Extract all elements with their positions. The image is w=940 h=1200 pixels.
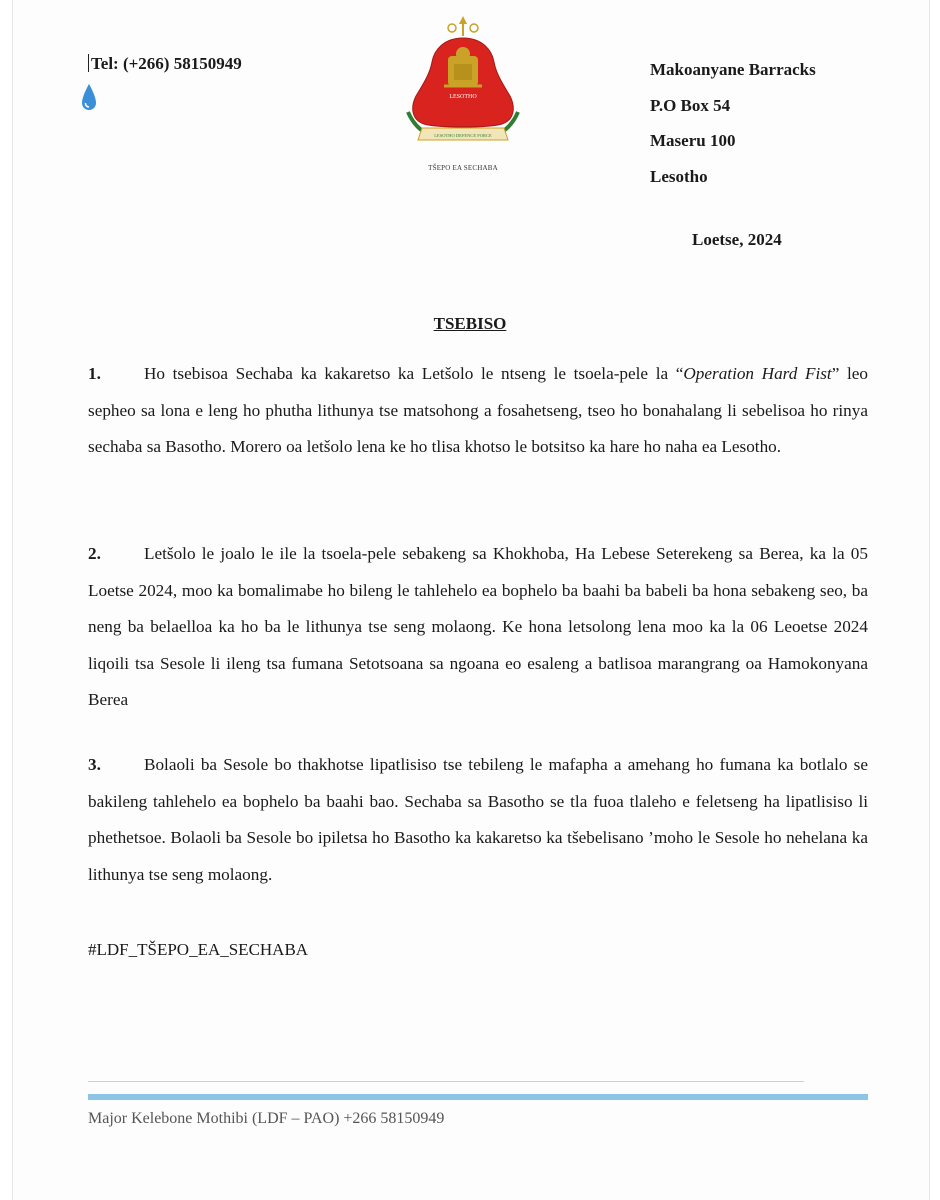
hashtag: #LDF_TŠEPO_EA_SECHABA [88,940,309,959]
footer-divider-thin [88,1081,804,1082]
document-title: TSEBISO [433,314,507,333]
crest-motto: TŠEPO EA SECHABA [428,164,498,172]
footer-divider-blue [88,1094,868,1100]
paragraph-number: 3. [88,755,101,774]
water-drop-icon [80,82,98,116]
paragraph-2: 2. Letšolo le joalo le ile la tsoela-pele sebakeng sa Khokhoba, Ha Lebese Seterekeng sa Berea, ka la 05 Loetse 2024, moo ka bomalimabe ho bileng le tahlehelo ea bophelo ba baahi ba babeli ba hona sebakeng seo, ba neng ba belaelloa ka ho ba le lithunya tse seng molaong. Ke hona letsolong lena moo ka la 06 Leoetse 2024 liqoili tsa Sesole li ileng tsa fumana Setotsoana sa ngoana eo esaleng a batlisoa marangrang oa Hamokonyana Berea [88,536,868,719]
text-cursor [88,54,89,72]
address-block [650,52,816,194]
address-line: Lesotho [650,166,708,186]
lesotho-defence-force-crest [404,16,522,156]
document-date: Loetse, 2024 [692,230,782,249]
address-line: Makoanyane Barracks [650,60,816,79]
svg-text:LESOTHO DEFENCE FORCE: LESOTHO DEFENCE FORCE [434,133,492,138]
telephone-text: Tel: (+266) 58150949 [91,54,242,73]
telephone-line [88,54,242,74]
address-line: P.O Box 54 [650,95,731,115]
paragraph-number: 2. [88,544,101,563]
address-line: Maseru 100 [650,131,736,150]
footer-contact: Major Kelebone Mothibi (LDF – PAO) +266 58150949 [88,1110,445,1127]
paragraph-1: 1. Ho tsebisoa Sechaba ka kakaretso ka Letšolo le ntseng le tsoela-pele la “Operation Hard Fist” leo sepheo sa lona e leng ho phutha lithunya tse matsohong a fosahetseng, tseo ho bonahalang li sebelisoa ho rinya sechaba sa Basotho. Morero oa letšolo lena ke ho tlisa khotso le botsitso ka hare ho naha ea Lesotho. [88,356,868,466]
paragraph-3: 3. Bolaoli ba Sesole bo thakhotse lipatlisiso tse tebileng le mafapha a amehang ho fumana ka botlalo se bakileng tahlehelo ea bophelo ba baahi bao. Sechaba sa Basotho se tla fuoa tlaleho e feletseng ha lipatlisiso li phethetsoe. Bolaoli ba Sesole bo ipiletsa ho Basotho ka kakaretso ka tšebelisano ’moho le Sesole ho nehelana ka lithunya tse seng molaong. [88,747,868,893]
svg-text:LESOTHO: LESOTHO [449,94,477,100]
paragraph-number: 1. [88,364,101,383]
operation-name: Operation Hard Fist [683,364,832,383]
